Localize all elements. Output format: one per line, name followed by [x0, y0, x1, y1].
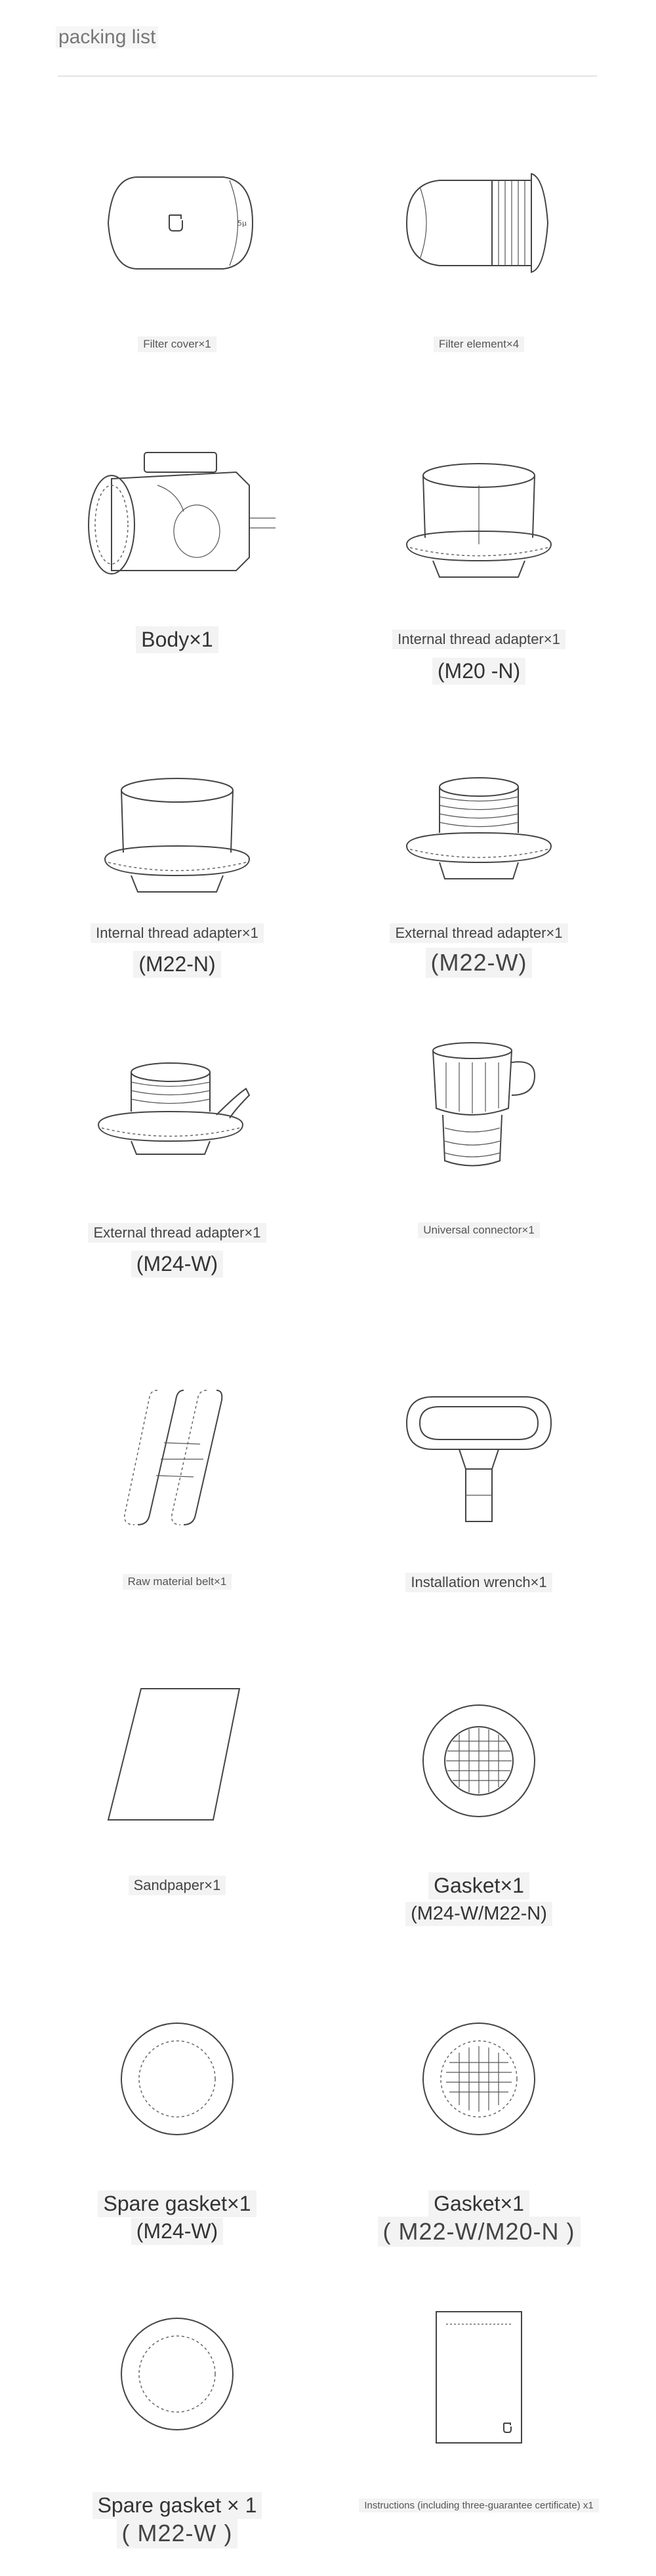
item-label: Filter cover×1 [138, 336, 216, 352]
item-instructions [341, 2295, 617, 2558]
item-internal-adapter-m22 [39, 748, 315, 997]
item-installation-wrench [341, 1384, 617, 1633]
purifier-body-icon [85, 446, 282, 590]
item-spec: (M22-N) [133, 951, 220, 978]
item-gasket-m24w-m22n [341, 1685, 617, 1948]
item-label: Universal connector×1 [418, 1222, 540, 1238]
item-spec: (M24-W) [131, 1251, 223, 1278]
item-spec: (M20 -N) [432, 658, 525, 685]
item-label: Internal thread adapter×1 [392, 630, 565, 649]
item-label: External thread adapter×1 [88, 1223, 266, 1243]
item-label: Instructions (including three-guarantee certificate) x1 [359, 2499, 598, 2512]
item-universal-connector [341, 1036, 617, 1312]
item-label: Installation wrench×1 [405, 1573, 552, 1592]
internal-thread-adapter-icon [394, 446, 564, 590]
spare-gasket-icon [112, 2308, 243, 2440]
item-gasket-m22w-m20n [341, 2007, 617, 2256]
item-sandpaper [39, 1685, 315, 1948]
spare-gasket-icon [112, 2013, 243, 2144]
instructions-booklet-icon [413, 2308, 544, 2453]
item-body [39, 439, 315, 702]
item-spare-gasket-m24w [39, 2007, 315, 2256]
gasket-icon [413, 2013, 544, 2144]
sandpaper-icon [92, 1685, 262, 1830]
gasket-icon [413, 1695, 544, 1826]
item-spec: (M24-W) [131, 2218, 223, 2245]
item-filter-element [341, 144, 617, 367]
item-filter-cover [39, 144, 315, 367]
item-internal-adapter-m20 [341, 439, 617, 702]
installation-wrench-icon [394, 1384, 564, 1541]
universal-connector-icon [394, 1036, 564, 1180]
item-label: Sandpaper×1 [129, 1876, 226, 1895]
item-raw-material-belt [39, 1384, 315, 1633]
item-label: Gasket×1 [428, 1872, 529, 1899]
item-spec: ( M22-W/M20-N ) [378, 2217, 581, 2247]
item-label: Gasket×1 [428, 2190, 529, 2217]
item-spec: (M24-W/M22-N) [405, 1902, 552, 1926]
item-spec: (M22-W) [426, 948, 533, 978]
page-title: packing list [56, 26, 158, 49]
item-label: Filter element×4 [434, 336, 524, 352]
item-external-adapter-m24 [39, 1036, 315, 1312]
item-label: Spare gasket×1 [98, 2190, 256, 2217]
filter-cover-icon [98, 157, 269, 289]
item-spare-gasket-m22w [39, 2295, 315, 2558]
title-divider [58, 75, 597, 77]
filter-element-icon [394, 157, 564, 289]
item-label: Spare gasket × 1 [92, 2492, 262, 2519]
item-label: Internal thread adapter×1 [91, 923, 264, 943]
item-label: Body×1 [136, 626, 218, 653]
external-thread-adapter-icon [85, 1049, 269, 1180]
item-label: External thread adapter×1 [390, 923, 567, 943]
external-thread-adapter-icon [394, 761, 564, 905]
item-spec: ( M22-W ) [117, 2518, 238, 2548]
item-label: Raw material belt×1 [123, 1574, 232, 1590]
svg-text:5μ: 5μ [237, 219, 247, 228]
raw-material-belt-icon [98, 1384, 256, 1535]
internal-thread-adapter-icon [92, 761, 262, 905]
item-external-adapter-m22 [341, 748, 617, 997]
